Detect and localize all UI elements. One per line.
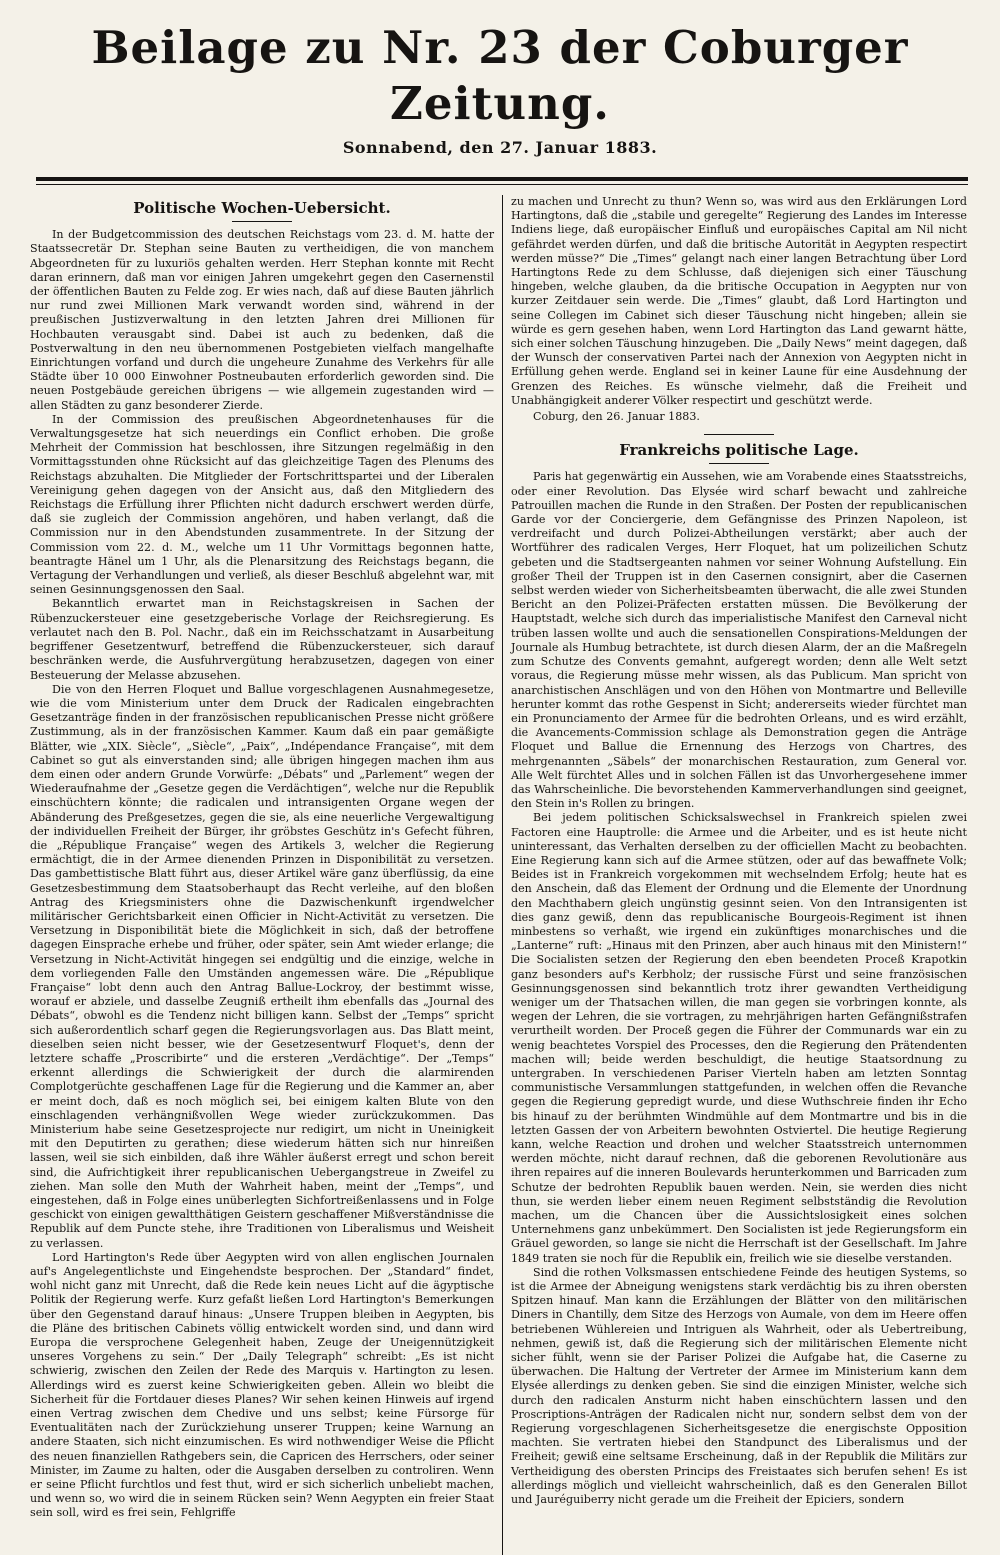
article-heading-politische-uebersicht: Politische Wochen-Uebersicht. — [133, 199, 391, 217]
article-heading-frankreich: Frankreichs politische Lage. — [619, 441, 859, 460]
article-paragraph: Sind die rothen Volksmassen entschiedene Feinde des heutigen Systems, so ist die Armee der Abneigung wenigstens stark verdächtig bis zu ihren obersten Spitzen hinauf. Man kann die Erzählungen der Blätter von den militärischen Diners in Chantilly, dem Sitze des Herzogs von Aumale, von dem im Heere offen betriebenen Wühlereien und Intriguen als Wahrheit, oder als Uebertreibung, nehmen, gewiß ist, daß die Regierung sich der militärischen Elemente nicht sicher fühlt, wenn sie der Pariser Polizei die Aufgabe hat, die Caserne zu überwachen. Die Haltung der Vertreter der Armee im Ministerium kann dem Elysée allerdings zu denken geben. Sie sind die einzigen Minister, welche sich durch den radicalen Ansturm nicht haben einschüchtern lassen und den Proscriptions-Anträgen der Radicalen nicht nur, sondern selbst dem von der Regierung vorgeschlagenen Sicherheitsgesetze die energischste Opposition machten. Sie vertraten hiebei den Standpunct des Liberalismus und der Freiheit; gewiß eine seltsame Erscheinung, daß in der Republik die Militärs zur Vertheidigung des obersten Princips des Freistaates sich berufen sehen! Es ist allerdings möglich und vielleicht wahrscheinlich, daß es den Generalen Billot und Jauréguiberry nicht gerade um die Freiheit der Epiciers, sondern — [511, 1265, 967, 1507]
article-paragraph: Lord Hartington's Rede über Aegypten wird von allen englischen Journalen auf's Angelegentlichste und Eingehendste besprochen. Der „Standard“ findet, wohl nicht ganz mit Unrecht, daß die Rede kein neues Licht auf die ägyptische Politik der Regierung werfe. Kurz gefaßt ließen Lord Hartington's Bemerkungen über den Gegenstand darauf hinaus: „Unsere Truppen bleiben in Aegypten, bis die Pläne des britischen Cabinets völlig entwickelt worden sind, und dann wird Europa die versprochene Gelegenheit haben, Zeuge der Uneigennützigkeit unseres Vorgehens zu sein.“ Der „Daily Telegraph“ schreibt: „Es ist nicht schwierig, zwischen den Zeilen der Rede des Marquis v. Hartington zu lesen. Allerdings wird es zuerst keine Schwierigkeiten geben. Allein wo bleibt die Sicherheit für die Fortdauer dieses Planes? Wir sehen keinen Hinweis auf irgend einen Vertrag zwischen dem Chedive und uns selbst; keine Fürsorge für Eventualitäten nach der Zurückziehung unserer Truppen; keine Warnung an andere Staaten, sich nicht einzumischen. Es wird nothwendiger Weise die Pflicht des neuen finanziellen Rathgebers sein, die Capricen des Herrschers, oder seiner Minister, im Zaume zu halten, oder die Ausgaben derselben zu controliren. Wenn er seine Pflicht furchtlos und fest thut, wird er sich sicherlich unbeliebt machen, und wenn so, wo wird die in seinem Rücken sein? Wenn Aegypten ein freier Staat sein soll, wird es frei sein, Fehlgriffe — [30, 1250, 494, 1520]
article-paragraph: Bei jedem politischen Schicksalswechsel in Frankreich spielen zwei Factoren eine Hauptrolle: die Armee und die Arbeiter, und es ist heute nicht uninteressant, das Verhalten derselben zu der officiellen Macht zu beobachten. Eine Regierung kann sich auf die Armee stützen, oder auf das bewaffnete Volk; Beides ist in Frankreich vorgekommen mit wechselndem Erfolg; heute hat es den Anschein, daß das Element der Ordnung und die Elemente der Unordnung den Machthabern gleich ungünstig gesinnt seien. Von den Intransigenten ist dies ganz gewiß, denn das republicanische Bourgeois-Regiment ist ihnen minbestens so verhaßt, wie irgend ein zukünftiges monarchisches und die „Lanterne“ ruft: „Hinaus mit den Prinzen, aber auch hinaus mit den Ministern!“ Die Socialisten setzen der Regierung den eben beendeten Proceß Krapotkin ganz besonders auf's Kerbholz; der russische Fürst und seine französischen Gesinnungsgenossen sind bekanntlich trotz ihrer gewandten Vertheidigung weniger um der Thatsachen willen, die man gegen sie vorbringen konnte, als wegen der Lehren, die sie vortragen, zu mehrjährigen harten Gefängnißstrafen verurtheilt worden. Der Proceß gegen die Führer der Communards war ein zu wenig beachtetes Vorspiel des Processes, den die Regierung den Prätendenten machen will; beide werden beschuldigt, die heutige Staatsordnung zu untergraben. In verschiedenen Pariser Vierteln haben am letzten Sonntag communistische Versammlungen stattgefunden, in welchen offen die Revanche gegen die Regierung gepredigt wurde, und diese Wuthschreie finden ihr Echo bis hinauf zu der berühmten Windmühle auf dem Montmartre und bis in die letzten Gassen der von Arbeitern bewohnten Ostviertel. Die heutige Regierung kann, welche Reaction und drohen und welcher Staatsstreich unternommen werden möchte, nicht darauf rechnen, daß die geborenen Revolutionäre aus ihren repaires auf die inneren Boulevards herunterkommen und Barricaden zum Schutze der bedrohten Republik bauen werden. Nein, sie werden dies nicht thun, sie werden lieber einem neuen Regiment selbstständig die Revolution machen, um die Chancen über die Aussichtslosigkeit eines solchen Unternehmens ganz unbekümmert. Den Socialisten ist jede Regierungsform ein Gräuel geworden, so lange sie nicht die Herrschaft ist der Gesellschaft. Im Jahre 1849 traten sie noch für die Republik ein, freilich wie sie dieselbe verstanden. — [511, 811, 967, 1265]
article-paragraph: In der Commission des preußischen Abgeordnetenhauses für die Verwaltungsgesetze hat sich neuerdings ein Conflict erhoben. Die große Mehrheit der Commission hat beschlossen, ihre Sitzungen regelmäßig in den Vormittagsstunden ohne Rücksicht auf das gleichzeitige Tagen des Plenums des Reichstags abzuhalten. Die Mitglieder der Fortschrittspartei und der Liberalen Vereinigung gehen dagegen von der Ansicht aus, daß den Mitgliedern des Reichstags die Erfüllung ihrer Pflichten nicht dadurch erschwert werden dürfe, daß sie zugleich der Commission angehören, und haben verlangt, daß die Commission nur in den Abendstunden zusammentrete. In der Sitzung der Commission vom 22. d. M., welche um 11 Uhr Vormittags begonnen hatte, beantragte Hänel um 1 Uhr, als die Plenarsitzung des Reichstags begann, die Vertagung der Verhandlungen und verließ, als dieser Beschluß abgelehnt war, mit seinen Gesinnungsgenossen den Saal. — [30, 412, 494, 597]
heading-underline — [232, 221, 292, 222]
article-paragraph: Die von den Herren Floquet und Ballue vorgeschlagenen Ausnahmegesetze, wie die vom Ministerium unter dem Druck der Radicalen eingebrachten Gesetzanträge finden in der französischen republicanischen Presse nicht größere Zustimmung, als in der französischen Kammer. Kaum daß ein paar gemäßigte Blätter, wie „XIX. Siècle“, „Siècle“, „Paix“, „Indépendance Française“, mit dem Cabinet so gut als einverstanden sind; alle übrigen hingegen machen ihm aus dem einen oder andern Grunde Vorwürfe: „Débats“ und „Parlement“ wegen der Wiederaufnahme der „Gesetze gegen die Verdächtigen“, welche nur die Republik einschüchtern könnte; die radicalen und intransigenten Organe wegen der Abänderung des Preßgesetzes, gegen die sie, als eine neuerliche Vergewaltigung der individuellen Freiheit der Bürger, ihr gröbstes Geschütz in's Gefecht führen, die „République Française“ wegen des Artikels 3, welcher die Regierung ermächtigt, die in der Armee dienenden Prinzen in Disponibilität zu versetzen. Das gambettistische Blatt führt aus, dieser Artikel wäre ganz überflüssig, da eine Gesetzesbestimmung dem Staatsoberhaupt das Recht verleihe, auf den bloßen Antrag des Kriegsministers ohne die Dazwischenkunft irgendwelcher militärischer Gerichtsbarkeit einen Officier in Nicht-Activität zu versetzen. Die Versetzung in Disponibilität biete die Möglichkeit in sich, daß der betroffene dagegen Einsprache erhebe und früher, oder später, sein Amt wieder erlange; die Versetzung in Nicht-Activität hingegen sei endgültig und die einzige, welche in dem vorliegenden Falle den Umständen angemessen wäre. Die „République Française“ lobt denn auch den Antrag Ballue-Lockroy, der bestimmt wisse, worauf er abziele, und dasselbe Zeugniß ertheilt ihm ebenfalls das „Journal des Débats“, obwohl es die Tendenz nicht billigen kann. Selbst der „Temps“ spricht sich außerordentlich scharf gegen die Regierungsvorlagen aus. Das Blatt meint, dieselben seien nicht besser, wie der Gesetzesentwurf Floquet's, denn der letztere schaffe „Proscribirte“ und die ersteren „Verdächtige“. Der „Temps“ erkennt allerdings die Schwierigkeit der durch die alarmirenden Complotgerüchte geschaffenen Lage für die Regierung und die Kammer an, aber er meint doch, daß es noch möglich sei, bei einigem kalten Blute von den einschlagenden verhängnißvollen Wege wieder zurückzukommen. Das Ministerium habe seine Gesetzesprojecte nur redigirt, um nicht in Uneinigkeit mit den Deputirten zu gerathen; diese wiederum hätten sich nur hinreißen lassen, weil sie sich einbilden, daß ihre Wähler äußerst erregt und schon bereit sind, die Aufrichtigkeit ihrer republicanischen Uebergangstreue in Zweifel zu ziehen. Man solle den Muth der Wahrheit haben, meint der „Temps“, und eingestehen, daß in Folge eines unüberlegten Sichfortreißenlassens und in Folge geschickt von einigen gewaltthätigen Geistern geschaffener Mißverständnisse die Republik auf dem Puncte stehe, ihre Traditionen von Liberalismus und Weisheit zu verlassen. — [30, 682, 494, 1250]
article-columns — [30, 195, 970, 1555]
article-signature: Coburg, den 26. Januar 1883. — [533, 410, 700, 424]
article-paragraph-continued: zu machen und Unrecht zu thun? Wenn so, was wird aus den Erklärungen Lord Hartingtons, daß die „stabile und geregelte“ Regierung des Landes im Interesse Indiens liege, daß europäischer Einfluß und europäisches Capital am Nil nicht gefährdet werden dürfen, und daß die britische Autorität in Aegypten respectirt werden müsse?“ Die „Times“ gelangt nach einer langen Betrachtung über Lord Hartingtons Rede zu dem Schlusse, daß diejenigen sich einer Täuschung hingeben, welche glauben, da die britische Occupation in Aegypten nur von kurzer Zeitdauer sein werde. Die „Times“ glaubt, daß Lord Hartington und seine Collegen im Cabinet sich dieser Täuschung nicht hingeben; allein sie würde es gern gesehen haben, wenn Lord Hartington das Land gewarnt hätte, sich einer solchen Täuschung hinzugeben. Die „Daily News“ meint dagegen, daß der Wunsch der conservativen Partei nach der Annexion von Aegypten nicht in Erfüllung gehen werde. England sei in keiner Laune für eine Ausdehnung der Grenzen des Reiches. Es wünsche vielmehr, daß die Freiheit und Unabhängigkeit anderer Völker respectirt und geschützt werde. — [511, 195, 967, 407]
article-paragraph: In der Budgetcommission des deutschen Reichstags vom 23. d. M. hatte der Staatssecretär Dr. Stephan seine Bauten zu vertheidigen, die von manchem Abgeordneten für zu luxuriös gehalten werden. Herr Stephan konnte mit Recht daran erinnern, daß man vor einigen Jahren umgekehrt gegen den Casernenstil der öffentlichen Bauten zu Felde zog. Er wies nach, daß auf diese Bauten jährlich nur rund zwei Millionen Mark verwandt worden sind, während in der preußischen Justizverwaltung in den letzten Jahren drei Millionen für Hochbauten verausgabt sind. Dabei ist auch zu bedenken, daß die Postverwaltung in den neu übernommenen Postgebieten vielfach mangelhafte Einrichtungen vorfand und durch die ungeheure Zunahme des Verkehrs für alle Städte über 10 000 Einwohner Postneubauten erforderlich geworden sind. Die neuen Postgebäude gereichen übrigens — wie allgemein zugestanden wird — allen Städten zu ganz besonderer Zierde. — [30, 228, 494, 412]
masthead — [30, 0, 970, 157]
article-paragraph: Paris hat gegenwärtig ein Aussehen, wie am Vorabende eines Staatsstreichs, oder einer Revolution. Das Elysée wird scharf bewacht und zahlreiche Patrouillen machen die Runde in den Straßen. Der Posten der republicanischen Garde vor der Conciergerie, dem Gefängnisse des Prinzen Napoleon, ist verdreifacht und durch Polizei-Abtheilungen verstärkt; aber auch der Wortführer des radicalen Verges, Herr Floquet, hat um polizeilichen Schutz gebeten und die Stadtsergeanten nahmen vor seiner Wohnung Aufstellung. Ein großer Theil der Truppen ist in den Casernen consignirt, aber die Casernen selbst werden wieder von Sicherheitsbeamten überwacht, die alle zwei Stunden Bericht an den Polizei-Präfecten erstatten müssen. Die Bevölkerung der Hauptstadt, welche sich durch das imperialistische Manifest den Carneval nicht trüben lassen wollte und auch die sensationellen Conspirations-Meldungen der Journale als Humbug betrachtete, ist durch diesen Alarm, der an die Maßregeln zum Schutze des Convents gemahnt, aufgeregt worden; denn alle Welt setzt voraus, die Regierung müsse mehr wissen, als das Publicum. Man spricht von anarchistischen Anschlägen und von den Höhen von Montmartre und Belleville herunter kommt das rothe Gespenst in Sicht; andererseits wieder fürchtet man ein Pronunciamento der Armee für die bedrohten Orleans, und es wird erzählt, die Avancements-Commission schlage als Demonstration gegen die Anträge Floquet und Ballue die Ernennung des Herzogs von Chartres, des mehrgenannten „Säbels“ der monarchischen Restauration, zum General vor. Alle Welt fürchtet Alles und in solchen Fällen ist das Unvorhergesehene immer das Wahrscheinliche. Die bevorstehenden Kammerverhandlungen sind geeignet, den Stein in's Rollen zu bringen. — [511, 470, 967, 811]
masthead-rule-thin — [36, 184, 968, 185]
left-column — [30, 195, 502, 1555]
section-rule — [704, 434, 774, 435]
article-paragraph: Bekanntlich erwartet man in Reichstagskreisen in Sachen der Rübenzuckersteuer eine gesetzgeberische Vorlage der Reichsregierung. Es verlautet nach den B. Pol. Nachr., daß ein im Reichsschatzamt in Ausarbeitung begriffener Gesetzentwurf, betreffend die Rübenzuckersteuer, sich darauf beschränken werde, die Ausfuhrvergütung herabzusetzen, dagegen von einer Besteuerung der Melasse abzusehen. — [30, 597, 494, 682]
issue-date: Sonnabend, den 27. Januar 1883. — [342, 138, 658, 157]
heading-underline — [709, 463, 769, 464]
newspaper-title: Beilage zu Nr. 23 der Coburger Zeitung. — [91, 21, 909, 130]
masthead-rule-thick — [36, 177, 968, 181]
right-column — [503, 195, 967, 1555]
